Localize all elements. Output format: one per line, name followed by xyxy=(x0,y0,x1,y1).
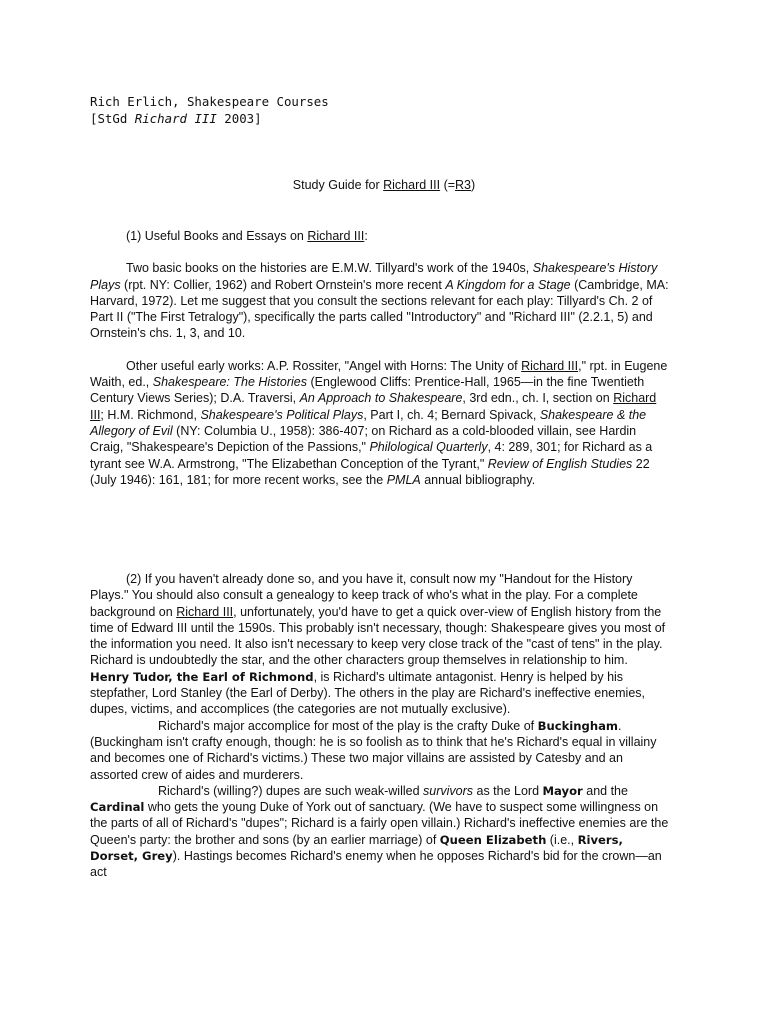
text-run: Richard's (willing?) dupes are such weak-willed xyxy=(158,783,423,798)
text-run: ; H.M. Richmond, xyxy=(100,407,201,422)
title-prefix: Study Guide for xyxy=(292,178,384,192)
text-run: , 3rd edn., ch. I, section on xyxy=(462,391,614,406)
text-run: , is Richard's ultimate antagonist. Henry is helped by his stepfather, Lord Stanley (the Earl of Derby). The others in the play are Richard's ineffective enemies, dupes, victims, and accomplices (the categories are not mutually exclusive). xyxy=(90,669,645,717)
section-2-paragraph-2 xyxy=(90,718,670,783)
character-name: Mayor xyxy=(542,783,583,798)
section-2-paragraph-1 xyxy=(90,571,670,718)
section-1-paragraph-1 xyxy=(90,260,670,341)
section-1-heading xyxy=(90,228,670,244)
author-line: Rich Erlich, Shakespeare Courses xyxy=(90,94,329,109)
heading-text: (1) Useful Books and Essays on xyxy=(126,229,308,243)
text-run: , Part I, ch. 4; Bernard Spivack, xyxy=(363,407,540,422)
text-run: ). Hastings becomes Richard's enemy when he opposes Richard's bid for the crown—an act xyxy=(90,849,662,880)
text-run: (Englewood Cliffs: Prentice-Hall, 1965—in the fine Twentieth Century Views Series); D.A. Traversi, xyxy=(90,375,645,406)
section-2-paragraph-3 xyxy=(90,783,670,881)
text-run: Other useful early works: A.P. Rossiter, "Angel with Horns: The Unity of xyxy=(126,358,522,373)
character-name: Cardinal xyxy=(90,800,145,815)
page-title xyxy=(0,177,768,194)
title-abbr: R3 xyxy=(455,178,472,192)
character-name: Henry Tudor, the Earl of Richmond xyxy=(90,669,314,684)
play-title: Richard III xyxy=(521,358,579,373)
text-run: , 4: 289, 301; for Richard as a tyrant see W.A. Armstrong, "The Elizabethan Conception of the Tyrant," xyxy=(90,440,653,471)
section-1-paragraph-2 xyxy=(90,358,670,488)
code-suffix: 2003] xyxy=(216,111,262,126)
journal-title: PMLA xyxy=(386,472,421,487)
text-run: 22 (July 1946): 161, 181; for more recent works, see the xyxy=(90,456,650,487)
play-title: Richard III xyxy=(176,604,234,619)
journal-title: Review of English Studies xyxy=(487,456,633,471)
heading-colon: : xyxy=(364,229,368,243)
text-run: and the xyxy=(582,783,628,798)
title-suffix: ) xyxy=(471,178,476,192)
book-title: An Approach to Shakespeare xyxy=(299,391,463,406)
text-run: , unfortunately, you'd have to get a quick over-view of English history from the time of Edward III until the 1590s. This probably isn't necessary, though: Shakespeare gives you most of the information you need. It also isn't necessary to keep very close track of the "cast of tens" in the play. Richard is undoubtedly the star, and the other characters group themselves in relationship to him. xyxy=(90,604,666,668)
text-run: who gets the young Duke of York out of sanctuary. (We have to suspect some willingness on the parts of all of Richard's "dupes"; Richard is a fairly open villain.) Richard's ineffective enemies are the Queen's party: the brother and sons (by an earlier marriage) of xyxy=(90,800,669,847)
text-run: (NY: Columbia U., 1958): 386-407; on Richard as a cold-blooded villain, see Hardin Craig, "Shakespeare's Depiction of the Passions," xyxy=(90,423,637,455)
character-name: Buckingham xyxy=(537,718,618,733)
text-run: (i.e., xyxy=(546,832,578,847)
book-title: A Kingdom for a Stage xyxy=(445,277,571,292)
journal-title: Philological Quarterly xyxy=(369,440,488,455)
text-run: annual bibliography. xyxy=(420,472,536,487)
text-run: (Cambridge, MA: Harvard, 1972). Let me suggest that you consult the sections relevant for each play: Tillyard's Ch. 2 of Part II ("The First Tetralogy"), specifically the parts called "Introductory" and "Richard III" (2.2.1, 5) and Ornstein's chs. 1, 3, and 10. xyxy=(90,277,669,341)
text-run: Two basic books on the histories are E.M.W. Tillyard's work of the 1940s, xyxy=(126,261,533,276)
text-run: . (Buckingham isn't crafty enough, though: he is so foolish as to think that he's Richard's equal in villainy and becomes one of Richard's victims.) These two major villains are assisted by Catesby and an assorted crew of aides and murderers. xyxy=(90,718,657,782)
character-name: Rivers, Dorset, Grey xyxy=(90,832,623,864)
book-title: Shakespeare's History Plays xyxy=(90,261,658,292)
book-title: Shakespeare: The Histories xyxy=(152,375,308,390)
play-title: Richard III xyxy=(90,391,657,422)
heading-play: Richard III xyxy=(307,229,365,243)
title-mid: (= xyxy=(440,178,456,192)
section-2 xyxy=(90,571,670,881)
book-title: Shakespeare's Political Plays xyxy=(200,407,364,422)
text-run: as the Lord xyxy=(473,783,543,798)
character-name: Queen Elizabeth xyxy=(439,832,547,847)
text-run: (rpt. NY: Collier, 1962) and Robert Ornstein's more recent xyxy=(120,277,446,292)
code-title: Richard III xyxy=(134,111,217,126)
document-header xyxy=(90,93,329,127)
title-play: Richard III xyxy=(383,178,441,192)
section-1 xyxy=(90,228,670,488)
book-title: Shakespeare & the Allegory of Evil xyxy=(90,407,647,438)
code-prefix: [StGd xyxy=(90,111,135,126)
emphasis: survivors xyxy=(423,783,474,798)
text-run: Richard's major accomplice for most of the play is the crafty Duke of xyxy=(158,718,538,733)
text-run: ," rpt. in Eugene Waith, ed., xyxy=(90,358,668,390)
text-run: (2) If you haven't already done so, and you have it, consult now my "Handout for the History Plays." You should also consult a genealogy to keep track of who's what in the play. For a complete background on xyxy=(90,572,638,619)
